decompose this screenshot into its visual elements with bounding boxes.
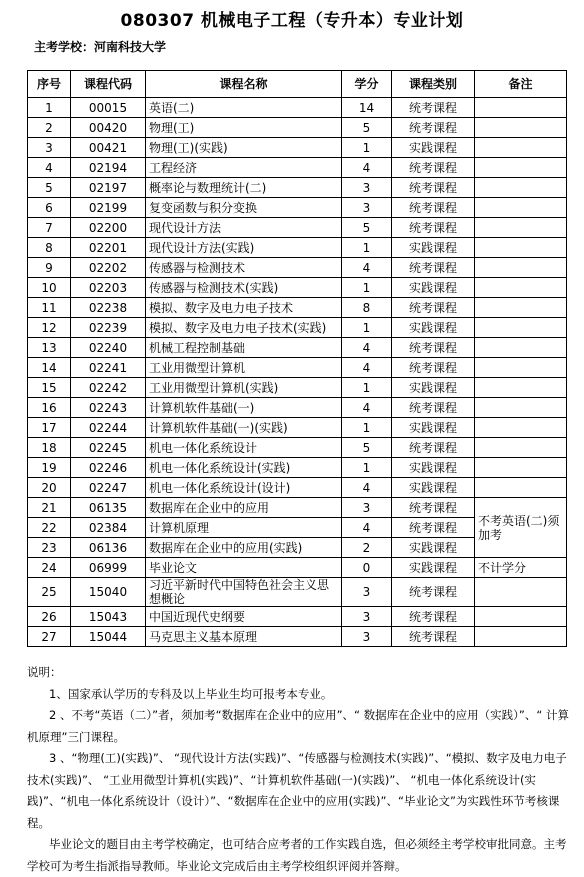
row-name: 模拟、数字及电力电子技术(实践) [146, 318, 342, 338]
row-name: 物理(工)(实践) [146, 138, 342, 158]
table-row [28, 318, 567, 338]
table-row [28, 558, 567, 578]
row-code: 02203 [71, 278, 146, 298]
row-code: 06136 [71, 538, 146, 558]
course-table [27, 70, 567, 647]
row-name: 机械工程控制基础 [146, 338, 342, 358]
row-category: 统考课程 [392, 607, 475, 627]
header-code: 课程代码 [71, 71, 146, 98]
row-code: 15043 [71, 607, 146, 627]
row-code: 02239 [71, 318, 146, 338]
row-code: 00015 [71, 98, 146, 118]
row-credits: 4 [342, 398, 392, 418]
row-code: 02201 [71, 238, 146, 258]
row-index: 6 [28, 198, 71, 218]
row-index: 24 [28, 558, 71, 578]
row-credits: 8 [342, 298, 392, 318]
table-row [28, 438, 567, 458]
row-name: 工程经济 [146, 158, 342, 178]
remark-cell [475, 138, 567, 158]
row-index: 25 [28, 578, 71, 607]
table-row [28, 198, 567, 218]
row-credits: 1 [342, 378, 392, 398]
row-name: 现代设计方法 [146, 218, 342, 238]
header-credits: 学分 [342, 71, 392, 98]
row-index: 11 [28, 298, 71, 318]
row-index: 14 [28, 358, 71, 378]
row-code: 00420 [71, 118, 146, 138]
row-code: 02245 [71, 438, 146, 458]
row-credits: 3 [342, 627, 392, 647]
header-category: 课程类别 [392, 71, 475, 98]
note-2: 2 、不考“英语（二）”者，须加考“数据库在企业中的应用”、“ 数据库在企业中的应用（实践）”、“ 计算机原理”三门课程。 [27, 708, 569, 744]
row-credits: 4 [342, 358, 392, 378]
remark-cell [475, 298, 567, 318]
row-code: 02244 [71, 418, 146, 438]
table-row [28, 298, 567, 318]
row-index: 20 [28, 478, 71, 498]
row-credits: 1 [342, 418, 392, 438]
row-name: 机电一体化系统设计(实践) [146, 458, 342, 478]
row-name: 数据库在企业中的应用(实践) [146, 538, 342, 558]
row-credits: 14 [342, 98, 392, 118]
remark-cell: 不计学分 [475, 558, 567, 578]
row-index: 15 [28, 378, 71, 398]
row-code: 02194 [71, 158, 146, 178]
row-category: 实践课程 [392, 238, 475, 258]
table-row [28, 218, 567, 238]
note-4: 毕业论文的题目由主考学校确定，也可结合应考者的工作实践自选，但必须经主考学校审批同意。主考学校可为考生指派指导教师。毕业论文完成后由主考学校组织评阅并答辩。 [27, 837, 567, 873]
row-category: 实践课程 [392, 458, 475, 478]
row-category: 统考课程 [392, 258, 475, 278]
row-code: 02246 [71, 458, 146, 478]
row-index: 9 [28, 258, 71, 278]
row-code: 06999 [71, 558, 146, 578]
table-row [28, 418, 567, 438]
row-category: 统考课程 [392, 118, 475, 138]
row-category: 统考课程 [392, 627, 475, 647]
row-name: 中国近现代史纲要 [146, 607, 342, 627]
row-name: 机电一体化系统设计(设计) [146, 478, 342, 498]
row-code: 02384 [71, 518, 146, 538]
row-category: 统考课程 [392, 518, 475, 538]
row-name: 习近平新时代中国特色社会主义思想概论 [146, 578, 342, 607]
row-category: 统考课程 [392, 438, 475, 458]
row-index: 23 [28, 538, 71, 558]
row-category: 统考课程 [392, 358, 475, 378]
row-credits: 1 [342, 458, 392, 478]
table-row [28, 238, 567, 258]
row-index: 19 [28, 458, 71, 478]
remark-cell [475, 358, 567, 378]
page-title: 080307 机械电子工程（专升本）专业计划 [120, 11, 464, 31]
row-code: 02197 [71, 178, 146, 198]
row-name: 物理(工) [146, 118, 342, 138]
row-name: 机电一体化系统设计 [146, 438, 342, 458]
row-category: 统考课程 [392, 498, 475, 518]
row-index: 27 [28, 627, 71, 647]
row-category: 实践课程 [392, 418, 475, 438]
table-row [28, 98, 567, 118]
row-name: 传感器与检测技术(实践) [146, 278, 342, 298]
remark-cell: 不考英语(二)须加考 [475, 498, 567, 558]
remark-cell [475, 627, 567, 647]
row-credits: 2 [342, 538, 392, 558]
remark-cell [475, 318, 567, 338]
row-index: 17 [28, 418, 71, 438]
header-name: 课程名称 [146, 71, 342, 98]
remark-cell [475, 98, 567, 118]
row-category: 实践课程 [392, 138, 475, 158]
row-credits: 4 [342, 338, 392, 358]
note-3: 3 、“物理(工)(实践)”、 “现代设计方法(实践)”、“传感器与检测技术(实践)”、“模拟、数字及电力电子技术(实践)”、 “工业用微型计算机(实践)”、“计算机软件基础(一)(实践)”、 “机电一体化系统设计(实践)”、“机电一体化系统设计（设计）”、“数据库在企业中的应用(实践)”、“毕业论文”为实践性环节考核课程。 [27, 751, 567, 830]
row-category: 实践课程 [392, 278, 475, 298]
row-code: 15040 [71, 578, 146, 607]
school-label: 主考学校：河南科技大学 [34, 40, 167, 54]
remark-cell [475, 458, 567, 478]
table-header-row [28, 71, 567, 98]
row-credits: 3 [342, 198, 392, 218]
remark-cell [475, 478, 567, 498]
row-name: 概率论与数理统计(二) [146, 178, 342, 198]
table-row [28, 378, 567, 398]
table-row [28, 498, 567, 518]
table-row [28, 398, 567, 418]
row-index: 8 [28, 238, 71, 258]
row-index: 10 [28, 278, 71, 298]
row-category: 统考课程 [392, 578, 475, 607]
remark-cell [475, 438, 567, 458]
row-code: 02199 [71, 198, 146, 218]
table-row [28, 607, 567, 627]
row-code: 02247 [71, 478, 146, 498]
row-credits: 1 [342, 138, 392, 158]
row-name: 计算机原理 [146, 518, 342, 538]
remark-cell [475, 238, 567, 258]
row-name: 马克思主义基本原理 [146, 627, 342, 647]
header-remark: 备注 [475, 71, 567, 98]
remark-cell [475, 278, 567, 298]
row-name: 计算机软件基础(一)(实践) [146, 418, 342, 438]
row-category: 统考课程 [392, 178, 475, 198]
row-code: 02238 [71, 298, 146, 318]
row-index: 12 [28, 318, 71, 338]
row-credits: 4 [342, 518, 392, 538]
row-index: 16 [28, 398, 71, 418]
row-name: 传感器与检测技术 [146, 258, 342, 278]
row-category: 实践课程 [392, 538, 475, 558]
remark-cell [475, 418, 567, 438]
row-index: 13 [28, 338, 71, 358]
row-index: 4 [28, 158, 71, 178]
remark-cell [475, 158, 567, 178]
row-name: 毕业论文 [146, 558, 342, 578]
remark-cell [475, 338, 567, 358]
remark-cell [475, 607, 567, 627]
row-category: 统考课程 [392, 198, 475, 218]
remark-cell [475, 258, 567, 278]
row-name: 模拟、数字及电力电子技术 [146, 298, 342, 318]
row-category: 实践课程 [392, 478, 475, 498]
row-credits: 4 [342, 158, 392, 178]
row-credits: 1 [342, 318, 392, 338]
row-category: 统考课程 [392, 398, 475, 418]
row-index: 2 [28, 118, 71, 138]
table-row [28, 138, 567, 158]
row-category: 统考课程 [392, 298, 475, 318]
row-name: 英语(二) [146, 98, 342, 118]
row-code: 02202 [71, 258, 146, 278]
table-row [28, 578, 567, 607]
remark-cell [475, 218, 567, 238]
row-credits: 4 [342, 478, 392, 498]
row-credits: 5 [342, 438, 392, 458]
row-name: 现代设计方法(实践) [146, 238, 342, 258]
row-index: 18 [28, 438, 71, 458]
table-row [28, 158, 567, 178]
remark-cell [475, 178, 567, 198]
note-1: 1、国家承认学历的专科及以上毕业生均可报考本专业。 [49, 686, 333, 701]
row-credits: 1 [342, 238, 392, 258]
remark-cell [475, 578, 567, 607]
row-credits: 5 [342, 218, 392, 238]
header-index: 序号 [28, 71, 71, 98]
row-credits: 4 [342, 258, 392, 278]
row-category: 统考课程 [392, 338, 475, 358]
row-index: 1 [28, 98, 71, 118]
row-code: 06135 [71, 498, 146, 518]
row-credits: 3 [342, 578, 392, 607]
row-category: 实践课程 [392, 558, 475, 578]
remark-cell [475, 118, 567, 138]
row-category: 统考课程 [392, 218, 475, 238]
row-code: 15044 [71, 627, 146, 647]
row-name: 计算机软件基础(一) [146, 398, 342, 418]
row-index: 21 [28, 498, 71, 518]
table-row [28, 338, 567, 358]
row-credits: 3 [342, 498, 392, 518]
row-index: 22 [28, 518, 71, 538]
table-row [28, 258, 567, 278]
row-code: 02240 [71, 338, 146, 358]
table-row [28, 627, 567, 647]
remark-cell [475, 398, 567, 418]
row-index: 7 [28, 218, 71, 238]
remark-cell [475, 378, 567, 398]
table-row [28, 478, 567, 498]
remark-cell [475, 198, 567, 218]
row-credits: 0 [342, 558, 392, 578]
row-category: 实践课程 [392, 378, 475, 398]
table-row [28, 458, 567, 478]
row-code: 00421 [71, 138, 146, 158]
notes-section [27, 662, 569, 877]
row-category: 统考课程 [392, 98, 475, 118]
notes-heading: 说明： [27, 665, 62, 679]
row-name: 工业用微型计算机 [146, 358, 342, 378]
table-row [28, 178, 567, 198]
row-credits: 1 [342, 278, 392, 298]
row-code: 02200 [71, 218, 146, 238]
row-code: 02241 [71, 358, 146, 378]
row-name: 工业用微型计算机(实践) [146, 378, 342, 398]
row-name: 数据库在企业中的应用 [146, 498, 342, 518]
table-row [28, 118, 567, 138]
row-category: 统考课程 [392, 158, 475, 178]
row-index: 5 [28, 178, 71, 198]
row-code: 02243 [71, 398, 146, 418]
table-row [28, 278, 567, 298]
table-row [28, 358, 567, 378]
row-index: 3 [28, 138, 71, 158]
row-credits: 3 [342, 607, 392, 627]
row-credits: 5 [342, 118, 392, 138]
row-index: 26 [28, 607, 71, 627]
row-credits: 3 [342, 178, 392, 198]
row-code: 02242 [71, 378, 146, 398]
row-category: 实践课程 [392, 318, 475, 338]
row-name: 复变函数与积分变换 [146, 198, 342, 218]
